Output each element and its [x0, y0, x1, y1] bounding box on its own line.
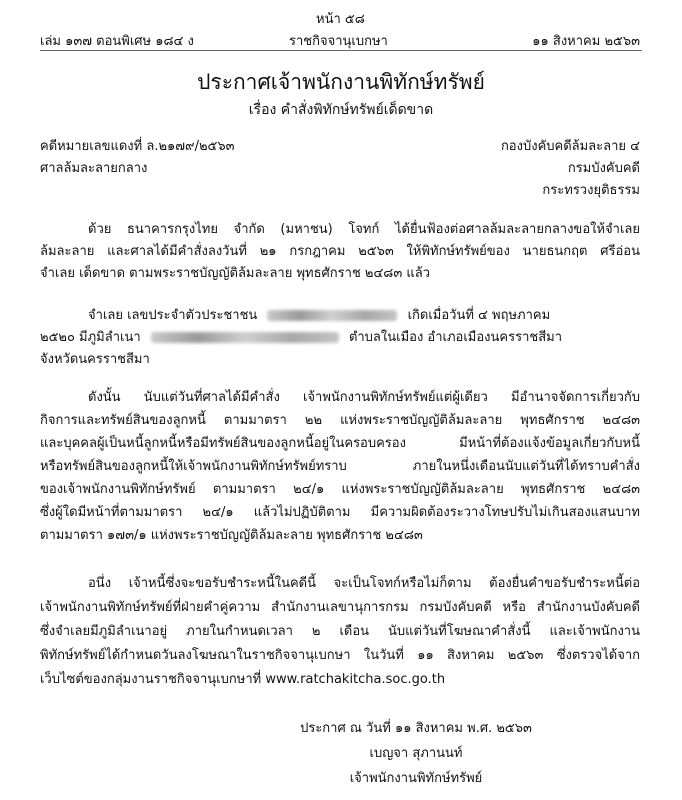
p2-line-3: จังหวัดนครราชสีมา: [40, 352, 150, 367]
p2-line-2: [40, 326, 640, 347]
p4-line-4: พิทักษ์ทรัพย์ได้กำหนดวันลงโฆษณาในราชกิจจานุเบกษา ในวันที่ ๑๑ สิงหาคม ๒๕๖๓ ซึ่งตรวจได้จาก: [40, 648, 640, 663]
p2-line1-start: จำเลย เลขประจำตัวประชาชน: [88, 308, 258, 323]
p1-line-1: ด้วย ธนาคารกรุงไทย จำกัด (มหาชน) โจทก์ ได้ยื่นฟ้องต่อศาลล้มละลายกลางขอให้จำเลย: [88, 222, 640, 237]
office-line-2: กรมบังคับคดี: [567, 161, 640, 176]
p3-line-7: ตามมาตรา ๑๗๓/๑ แห่งพระราชบัญญัติล้มละลาย พุทธศักราช ๒๔๘๓: [40, 528, 423, 543]
redacted-id-number: [267, 310, 397, 321]
p1-line-2: ล้มละลาย และศาลได้มีคำสั่งลงวันที่ ๒๑ กรกฎาคม ๒๕๖๓ ให้พิทักษ์ทรัพย์ของ นายธนกฤต ศรีอ่อน: [40, 244, 640, 259]
p2-line2-start: ๒๕๒๐ มีภูมิลำเนา: [40, 330, 141, 345]
p3-line-4: หรือทรัพย์สินของลูกหนี้ให้เจ้าพนักงานพิทักษ์ทรัพย์ทราบ ภายในหนึ่งเดือนนับแต่วันที่ได้ทราบคำสั่ง: [40, 459, 640, 474]
gazette-date: [480, 30, 640, 51]
p1-line-3: จำเลย เด็ดขาด ตามพระราชบัญญัติล้มละลาย พุทธศักราช ๒๔๘๓ แล้ว: [40, 266, 430, 281]
p2-line-1: [88, 304, 640, 325]
gazette-date-text: ๑๑ สิงหาคม ๒๕๖๓: [532, 34, 640, 49]
court-name: ศาลล้มละลายกลาง: [40, 161, 148, 176]
p4-line-3: ซึ่งจำเลยมีภูมิลำเนาอยู่ ภายในกำหนดเวลา ๒ เดือน นับแต่วันที่โฆษณาคำสั่งนี้ และเจ้าพนักงาน: [40, 624, 640, 639]
redacted-address: [151, 332, 339, 343]
p3-line-3: และบุคคลผู้เป็นหนี้ลูกหนี้หรือมีทรัพย์สินของลูกหนี้อยู่ในครอบครอง มีหน้าที่ต้องแจ้งข้อมูลเกี่ยวกับหนี้: [40, 436, 640, 451]
signatory-name: เบญจา สุภานนท์: [369, 746, 463, 761]
signatory-position: เจ้าพนักงานพิทักษ์ทรัพย์: [349, 771, 483, 786]
office-line-3: กระทรวงยุติธรรม: [542, 183, 640, 198]
p3-line-5: ของเจ้าพนักงานพิทักษ์ทรัพย์ ตามมาตรา ๒๔/๑ แห่งพระราชบัญญัติล้มละลาย พุทธศักราช ๒๔๘๓: [40, 482, 640, 497]
p4-line-1: อนึ่ง เจ้าหนี้ซึ่งจะขอรับชำระหนี้ในคดีนี้ จะเป็นโจทก์หรือไม่ก็ตาม ต้องยื่นคำขอรับชำระหนี้ต่อ: [88, 576, 640, 591]
p2-line1-end: เกิดเมื่อวันที่ ๔ พฤษภาคม: [407, 308, 551, 323]
p3-line-6: ซึ่งผู้ใดมีหน้าที่ตามมาตรา ๒๔/๑ แล้วไม่ปฏิบัติตาม มีความผิดต้องระวางโทษปรับไม่เกินสองแสนบาท: [40, 505, 640, 520]
p3-line-1: ดังนั้น นับแต่วันที่ศาลได้มีคำสั่ง เจ้าพนักงานพิทักษ์ทรัพย์แต่ผู้เดียว มีอำนาจจัดการเกี่ยวกับ: [88, 390, 640, 405]
case-number: คดีหมายเลขแดงที่ ล.๒๑๗๙/๒๕๖๓: [40, 139, 235, 154]
header-divider: [40, 50, 642, 51]
gazette-publication: ราชกิจจานุเบกษา: [289, 34, 388, 49]
page-number: หน้า ๕๘: [316, 12, 365, 27]
announcement-title: ประกาศเจ้าพนักงานพิทักษ์ทรัพย์: [197, 70, 485, 94]
p4-line-2: เจ้าพนักงานพิทักษ์ทรัพย์ที่ฝ่ายคำคู่ความ สำนักงานเลขานุการกรม กรมบังคับคดี หรือ สำนักงานบังคับคดี: [40, 600, 640, 615]
announcement-subject: เรื่อง คำสั่งพิทักษ์ทรัพย์เด็ดขาด: [248, 102, 434, 118]
p4-line-5: เว็บไซต์ของกลุ่มงานราชกิจจานุเบกษาที่ www.ratchakitcha.soc.go.th: [40, 672, 446, 687]
office-line-1: กองบังคับคดีล้มละลาย ๔: [500, 139, 640, 154]
signature-date: ประกาศ ณ วันที่ ๑๑ สิงหาคม พ.ศ. ๒๕๖๓: [300, 721, 532, 736]
p3-line-2: กิจการและทรัพย์สินของลูกหนี้ ตามมาตรา ๒๒ แห่งพระราชบัญญัติล้มละลาย พุทธศักราช ๒๔๘๓: [40, 413, 640, 428]
p2-line2-end: ตำบลในเมือง อำเภอเมืองนครราชสีมา: [348, 330, 563, 345]
gazette-volume: เล่ม ๑๓๗ ตอนพิเศษ ๑๘๔ ง: [40, 34, 194, 49]
